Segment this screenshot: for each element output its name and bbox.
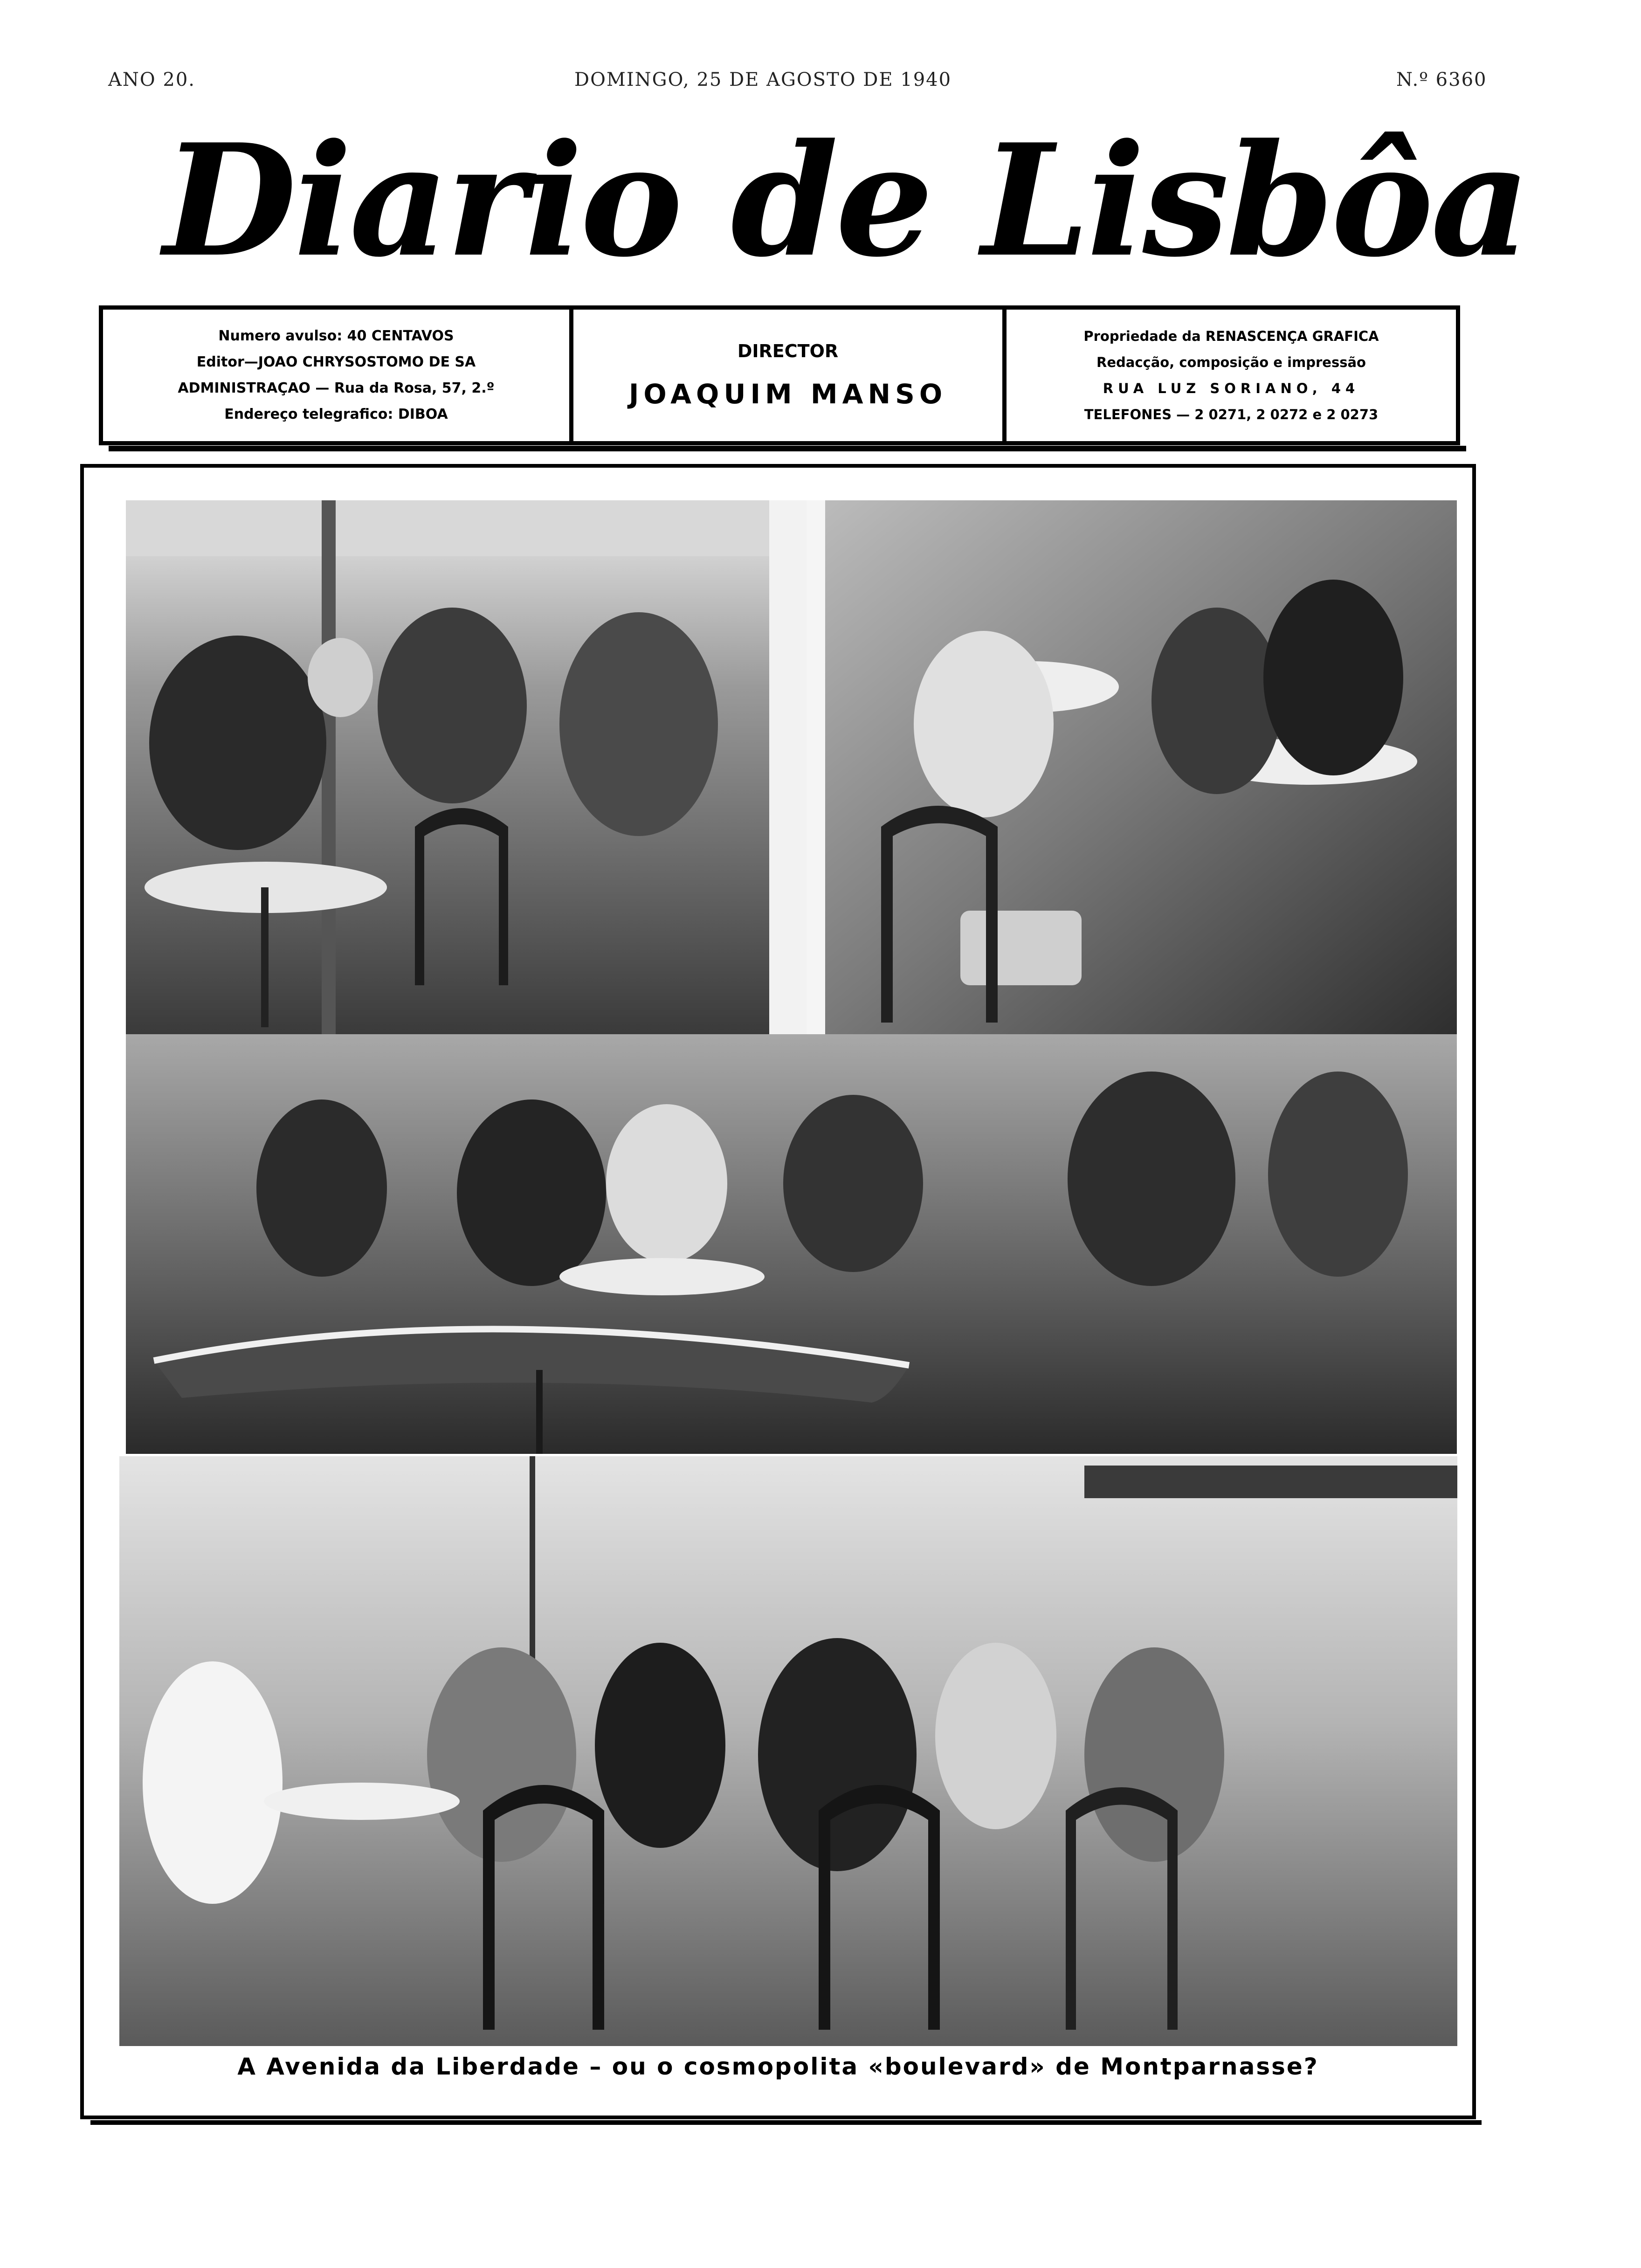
info-right-column [1007, 310, 1456, 441]
owner-line: Propriedade da RENASCENÇA GRAFICA [1083, 328, 1379, 344]
phones-line: TELEFONES — 2 0271, 2 0272 e 2 0273 [1084, 407, 1379, 422]
editorial-line: Redacção, composição e impressão [1096, 354, 1366, 370]
cafe-photo-top-left [126, 500, 807, 1034]
photo-collage-frame [80, 464, 1476, 2119]
editor-line: Editor—JOAO CHRYSOSTOMO DE SA [196, 354, 476, 370]
administration-line: ADMINISTRAÇAO — Rua da Rosa, 57, 2.º [178, 380, 495, 396]
cafe-photo-bottom [119, 1456, 1457, 2046]
cafe-photo-top-right [807, 500, 1457, 1034]
telegraph-line: Endereço telegrafico: DIBOA [224, 406, 448, 422]
newspaper-masthead: Diario de Lisbôa [163, 110, 1528, 291]
director-name: JOAQUIM MANSO [628, 378, 947, 410]
cafe-photo-middle [126, 1034, 1457, 1454]
issue-number: N.º 6360 [1396, 69, 1487, 90]
director-label: DIRECTOR [737, 341, 839, 361]
info-left-column [103, 310, 569, 441]
address-line: RUA LUZ SORIANO, 44 [1103, 380, 1360, 396]
date-label: DOMINGO, 25 DE AGOSTO DE 1940 [574, 69, 952, 90]
year-label: ANO 20. [108, 69, 196, 90]
publication-info-box [99, 305, 1460, 445]
info-middle-column [569, 310, 1007, 441]
photo-caption: A Avenida da Liberdade – ou o cosmopolita «boulevard» de Montparnasse? [237, 2053, 1319, 2080]
price-line: Numero avulso: 40 CENTAVOS [218, 328, 454, 344]
